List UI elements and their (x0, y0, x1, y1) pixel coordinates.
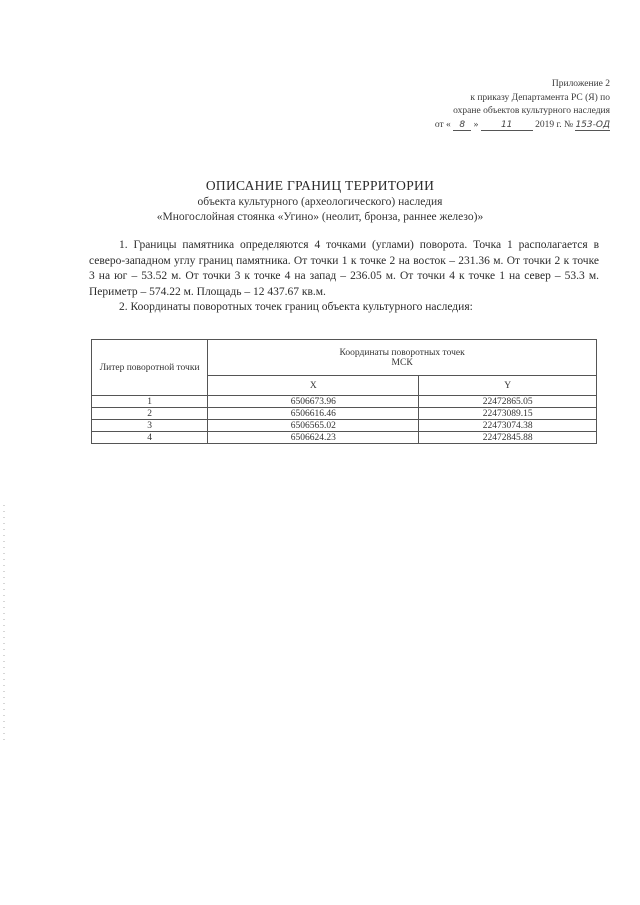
document-subtitle-2: «Многослойная стоянка «Угино» (неолит, бронза, раннее железо)» (156, 211, 484, 223)
cell-y: 22472865.05 (419, 396, 597, 408)
cell-x: 6506673.96 (208, 396, 419, 408)
cell-lit: 4 (92, 432, 208, 444)
table-row (92, 408, 597, 420)
cell-y: 22472845.88 (419, 432, 597, 444)
appendix-block (400, 78, 610, 132)
cell-y: 22473089.15 (419, 408, 597, 420)
table-row (92, 396, 597, 408)
document-title-block (0, 177, 640, 225)
paragraph-coordinates-intro: 2. Координаты поворотных точек границ объекта культурного наследия: (119, 301, 473, 314)
header-lit: Литер поворотной точки (92, 340, 208, 396)
header-coords-line2: МСК (391, 357, 413, 368)
order-year: 2019 г. № (535, 119, 574, 130)
document-subtitle-1: объекта культурного (археологического) наследия (197, 196, 443, 208)
document-body (89, 238, 599, 316)
appendix-order-ref: к приказу Департамента РС (Я) по (470, 92, 610, 103)
paragraph-boundaries: 1. Границы памятника определяются 4 точками (углами) поворота. Точка 1 располагается в северо-западном углу границ памятника. От точки 1 к точке 2 на восток – 231.36 м. От точки 2 к точке 3 на юг – 53.52 м. От точки 3 к точке 4 на запад – 236.05 м. От точки 4 к точке 1 на север – 53.3 м. Периметр – 574.22 м. Площадь – 12 437.67 кв.м. (89, 239, 599, 298)
appendix-title: Приложение 2 (551, 79, 610, 89)
header-y: Y (419, 376, 597, 396)
cell-lit: 2 (92, 408, 208, 420)
table-header-row (92, 340, 597, 376)
coordinates-table (91, 339, 597, 444)
scan-edge-marks (3, 505, 5, 745)
order-day: 8 (453, 120, 471, 131)
cell-x: 6506616.46 (208, 408, 419, 420)
appendix-department: охране объектов культурного наследия (453, 106, 610, 117)
date-prefix: от « (434, 119, 451, 130)
order-month: 11 (481, 120, 533, 131)
document-title: ОПИСАНИЕ ГРАНИЦ ТЕРРИТОРИИ (205, 178, 435, 193)
cell-x: 6506624.23 (208, 432, 419, 444)
table-row (92, 432, 597, 444)
header-coords-line1: Координаты поворотных точек (339, 347, 465, 358)
cell-x: 6506565.02 (208, 420, 419, 432)
appendix-order-date (400, 119, 610, 133)
table-row (92, 420, 597, 432)
cell-lit: 3 (92, 420, 208, 432)
order-number: 153-ОД (575, 119, 610, 130)
cell-lit: 1 (92, 396, 208, 408)
cell-y: 22473074.38 (419, 420, 597, 432)
header-coords (208, 340, 597, 376)
date-mid: » (473, 119, 479, 130)
header-x: X (208, 376, 419, 396)
